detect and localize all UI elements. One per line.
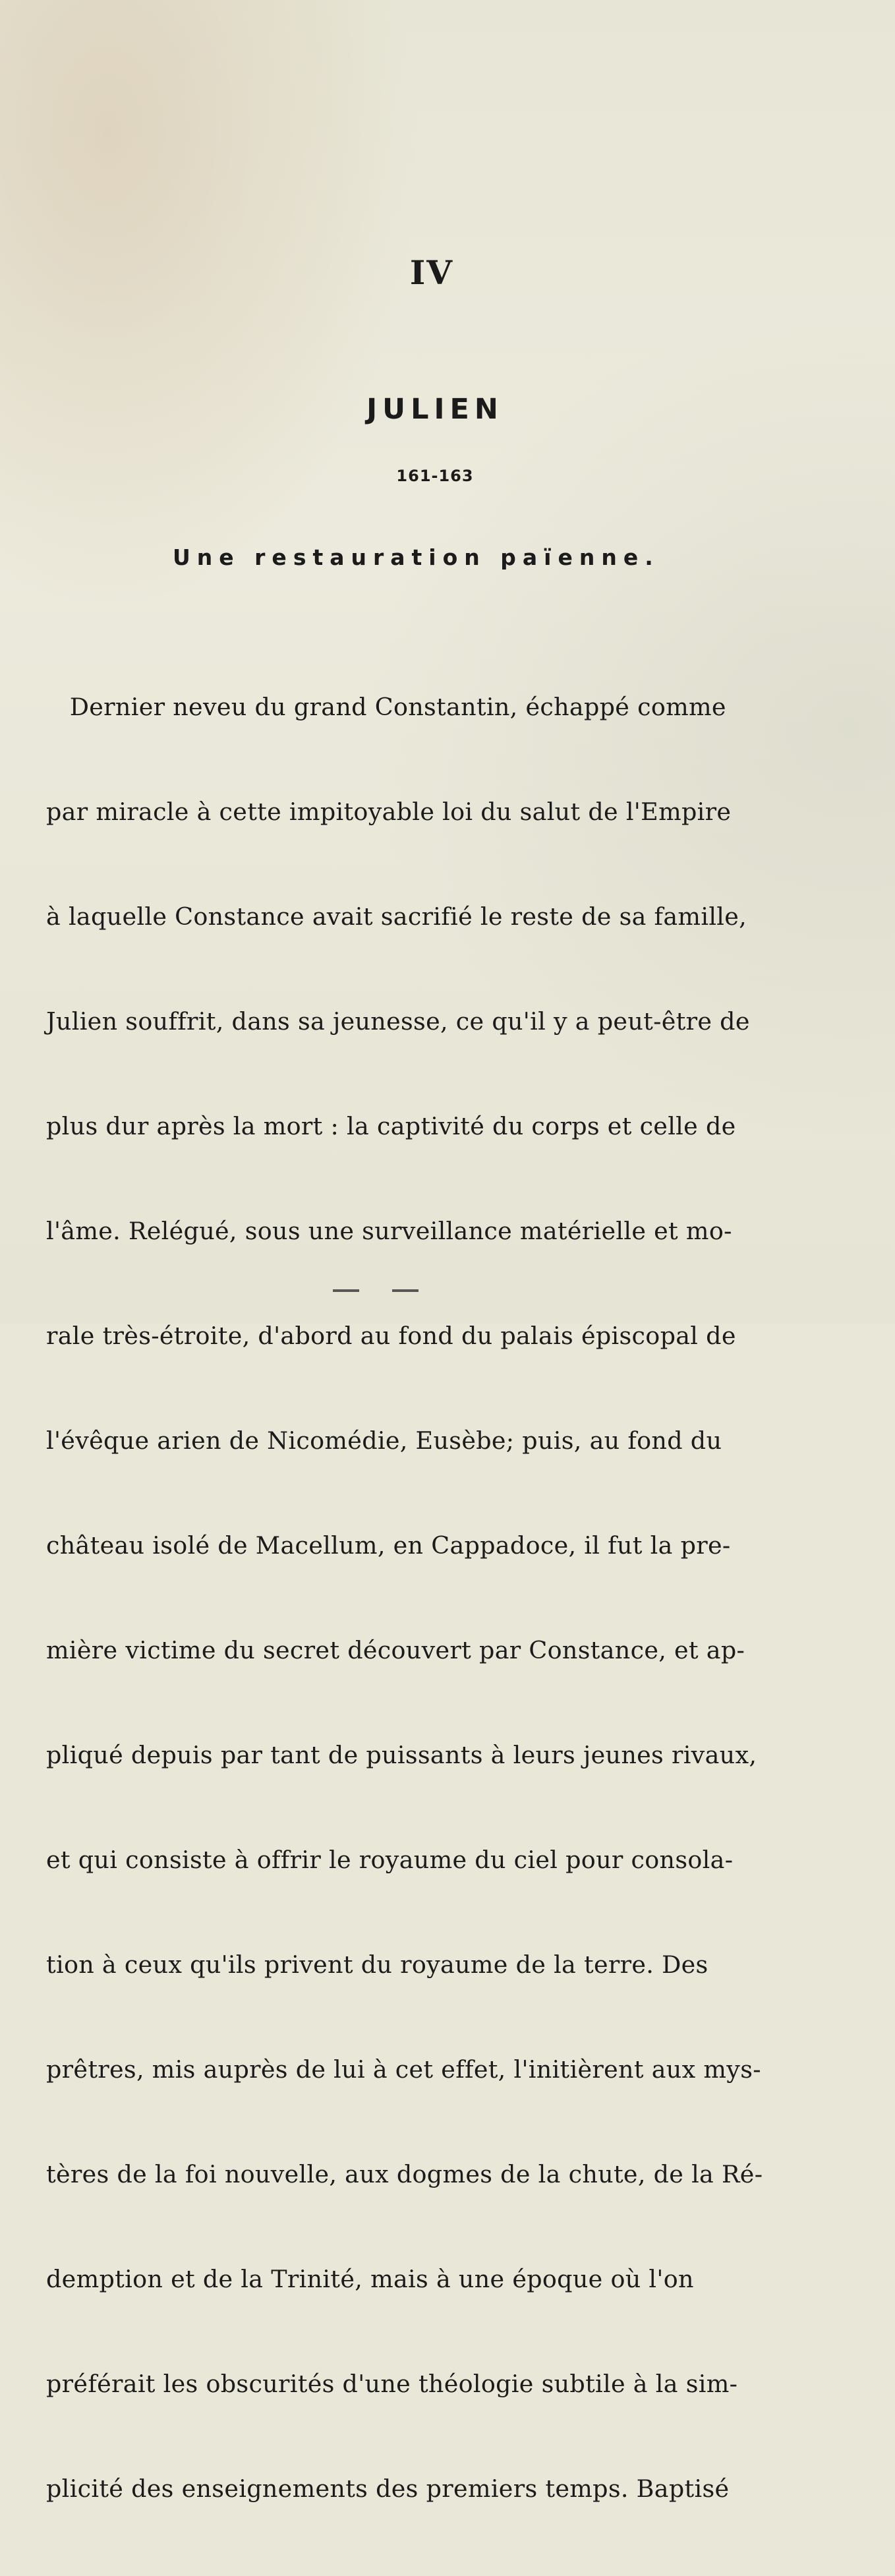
chapter-subtitle: Une restauration païenne. [173, 544, 660, 570]
text-line: et qui consiste à offrir le royaume du ciel pour consola- [46, 1846, 734, 1874]
body-paragraph [46, 620, 850, 2576]
text-line: tion à ceux qu'ils privent du royaume de la terre. Des [46, 1950, 708, 1979]
text-line: prêtres, mis auprès de lui à cet effet, l'initièrent aux mys- [46, 2055, 761, 2084]
text-line: plus dur après la mort : la captivité du corps et celle de [46, 1112, 736, 1140]
text-line: l'âme. Relégué, sous une surveillance matérielle et mo- [46, 1217, 732, 1245]
text-line: plicité des enseignements des premiers temps. Baptisé [46, 2474, 730, 2503]
chapter-title: JULIEN [366, 393, 504, 426]
text-line: mière victime du secret découvert par Constance, et ap- [46, 1636, 745, 1664]
text-line: demption et de la Trinité, mais à une époque où l'on [46, 2265, 694, 2293]
text-line: à laquelle Constance avait sacrifié le reste de sa famille, [46, 902, 747, 931]
text-line: pliqué depuis par tant de puissants à leurs jeunes rivaux, [46, 1741, 757, 1769]
text-line: préférait les obscurités d'une théologie subtile à la sim- [46, 2370, 738, 2398]
text-line: Dernier neveu du grand Constantin, échappé comme [46, 693, 726, 721]
text-line: château isolé de Macellum, en Cappadoce, il fut la pre- [46, 1531, 731, 1560]
page-bottom-mark [333, 1289, 419, 1292]
text-line: Julien souffrit, dans sa jeunesse, ce qu'il y a peut-être de [46, 1007, 750, 1036]
text-line: l'évêque arien de Nicomédie, Eusèbe; puis, au fond du [46, 1426, 722, 1455]
text-line: rale très-étroite, d'abord au fond du palais épiscopal de [46, 1322, 736, 1350]
text-line: par miracle à cette impitoyable loi du salut de l'Empire [46, 798, 732, 826]
chapter-dates: 161-163 [396, 467, 474, 485]
text-line: tères de la foi nouvelle, aux dogmes de la chute, de la Ré- [46, 2160, 763, 2188]
chapter-number: IV [409, 253, 454, 292]
